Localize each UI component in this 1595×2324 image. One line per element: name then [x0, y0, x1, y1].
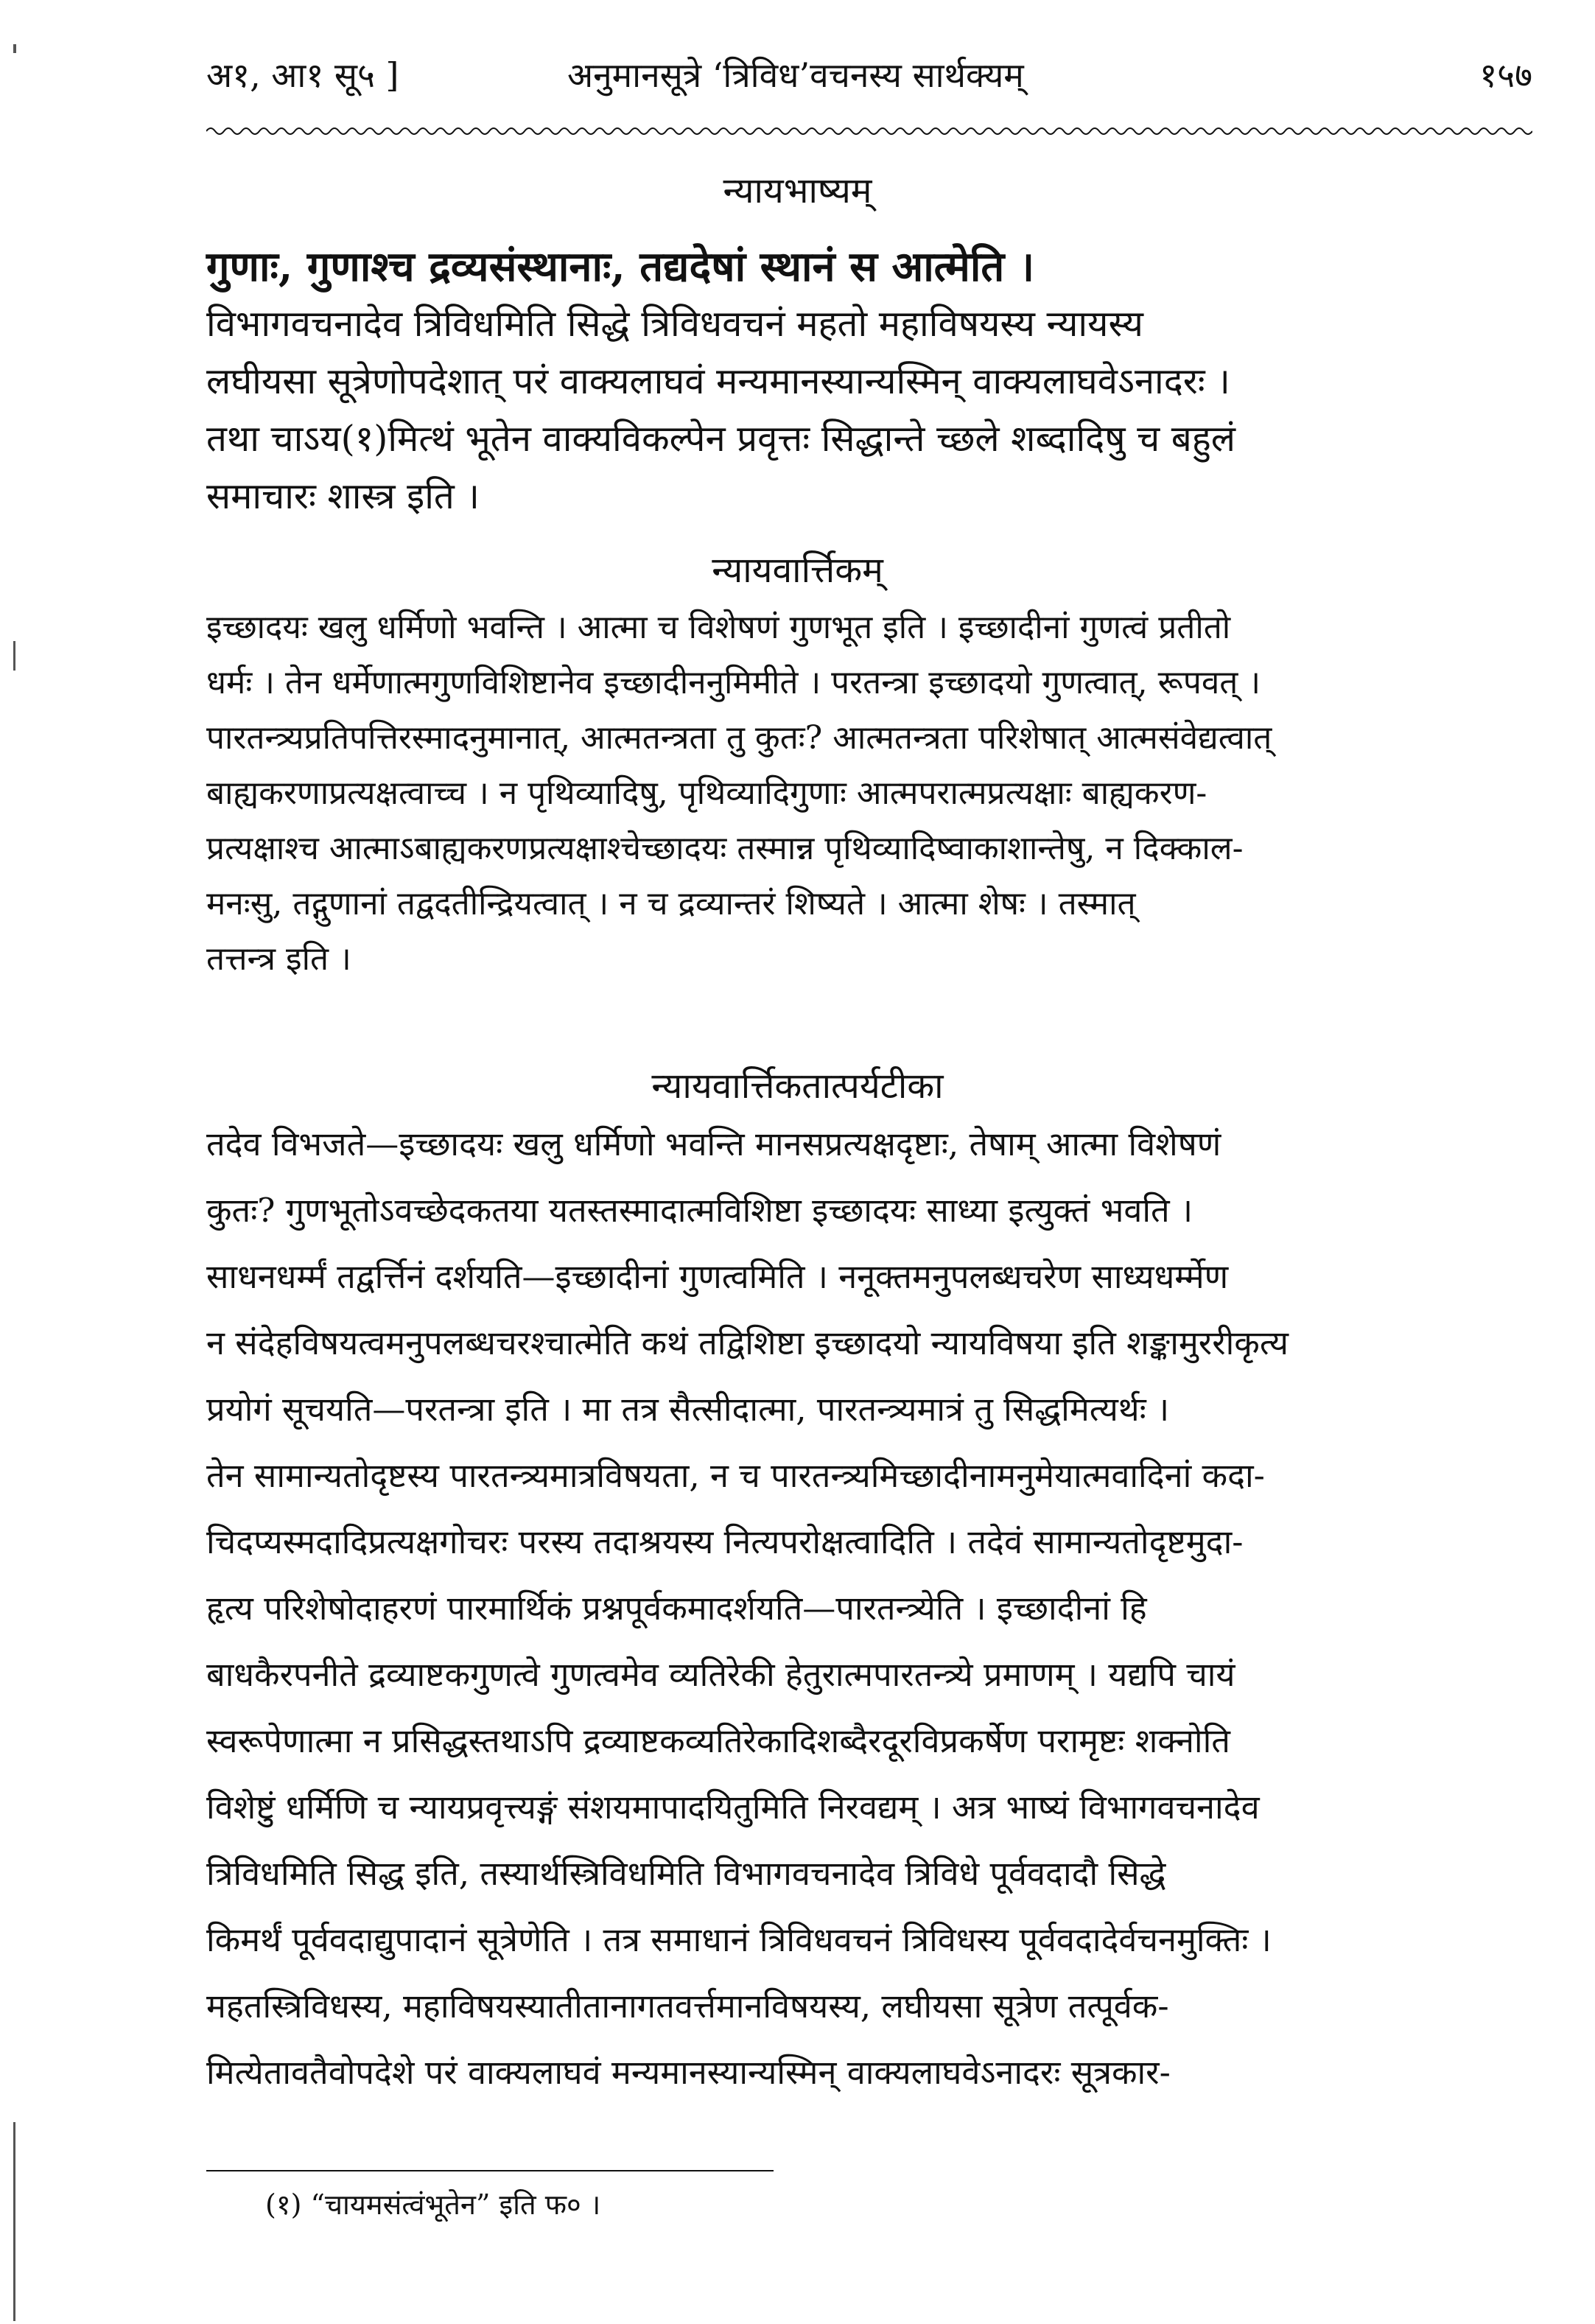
header-wavy-divider: [206, 124, 1532, 139]
section-heading-vartika: न्यायवार्त्तिकम्: [712, 550, 883, 591]
text-line: किमर्थं पूर्ववदाद्युपादानं सूत्रेणेति । तत्र समाधानं त्रिविधवचनं त्रिविधस्य पूर्ववदादेर्वचनमुक्तिः ।: [206, 1920, 1272, 1959]
text-line: मित्येतावतैवोपदेशे परं वाक्यलाघवं मन्यमानस्यान्यस्मिन् वाक्यलाघवेऽनादरः सूत्रकार-: [206, 2053, 1171, 2092]
margin-mark: [13, 641, 15, 671]
text-line: कुतः? गुणभूतोऽवच्छेदकतया यतस्तस्मादात्मविशिष्टा इच्छादयः साध्या इत्युक्तं भवति ।: [206, 1191, 1193, 1230]
margin-mark: [13, 2122, 15, 2321]
text-line: विशेष्टुं धर्मिणि च न्यायप्रवृत्त्यङ्गं संशयमापादयितुमिति निरवद्यम् । अत्र भाष्यं विभागवचनादेव: [206, 1788, 1260, 1827]
text-line: महतस्त्रिविधस्य, महाविषयस्यातीतानागतवर्त्तमानविषयस्य, लघीयसा सूत्रेण तत्पूर्वक-: [206, 1987, 1169, 2026]
running-title: अनुमानसूत्रे ‘त्रिविध’वचनस्य सार्थक्यम्: [567, 55, 1024, 95]
section-heading-tika: न्यायवार्त्तिकतात्पर्यटीका: [651, 1065, 944, 1107]
page-number: १५७: [1479, 55, 1532, 95]
text-line: तेन सामान्यतोदृष्टस्य पारतन्त्र्यमात्रविषयता, न च पारतन्त्र्यमिच्छादीनामनुमेयात्मवादिनां कदा-: [206, 1456, 1265, 1495]
bhashya-paragraph: [206, 303, 1525, 536]
chapter-reference: अ१, आ१ सू५ ]: [206, 55, 399, 95]
text-line: हृत्य परिशेषोदाहरणं पारमार्थिकं प्रश्नपूर्वकमादर्शयति—पारतन्त्र्येति । इच्छादीनां हि: [206, 1589, 1147, 1628]
text-line: धर्मः । तेन धर्मेणात्मगुणविशिष्टानेव इच्छादीननुमिमीते । परतन्त्रा इच्छादयो गुणत्वात्, रूपवत् ।: [206, 664, 1261, 701]
text-line: मनःसु, तद्गुणानां तद्वदतीन्द्रियत्वात् । न च द्रव्यान्तरं शिष्यते । आत्मा शेषः । तस्मात्: [206, 885, 1136, 923]
text-line: बाधकैरपनीते द्रव्याष्टकगुणत्वे गुणत्वमेव व्यतिरेकी हेतुरात्मपारतन्त्र्ये प्रमाणम् । यद्यपि चायं: [206, 1655, 1235, 1694]
text-line: तत्तन्त्र इति ।: [206, 940, 351, 978]
text-line: समाचारः शास्त्र इति ।: [206, 475, 480, 517]
text-line: विभागवचनादेव त्रिविधमिति सिद्धे त्रिविधवचनं महतो महाविषयस्य न्यायस्य: [206, 303, 1143, 345]
text-line: तथा चाऽय(१)मित्थं भूतेन वाक्यविकल्पेन प्रवृत्तः सिद्धान्ते च्छले शब्दादिषु च बहुलं: [206, 418, 1235, 460]
margin-mark: [13, 44, 16, 53]
text-line: इच्छादयः खलु धर्मिणो भवन्ति । आत्मा च विशेषणं गुणभूत इति । इच्छादीनां गुणत्वं प्रतीतो: [206, 609, 1231, 646]
text-line: चिदप्यस्मदादिप्रत्यक्षगोचरः परस्य तदाश्रयस्य नित्यपरोक्षत्वादिति । तदेवं सामान्यतोदृष्टमुदा-: [206, 1522, 1244, 1561]
footnote: (१) “चायमसंत्वंभूतेन” इति फ० ।: [265, 2188, 601, 2221]
text-line: बाह्यकरणाप्रत्यक्षत्वाच्च । न पृथिव्यादिषु, पृथिव्यादिगुणाः आत्मपरात्मप्रत्यक्षाः बाह्यकरण-: [206, 774, 1207, 812]
text-line: पारतन्त्र्यप्रतिपत्तिरस्मादनुमानात्, आत्मतन्त्रता तु कुतः? आत्मतन्त्रता परिशेषात् आत्मसंवेद्यत्वात्: [206, 719, 1272, 757]
text-line: स्वरूपेणात्मा न प्रसिद्धस्तथाऽपि द्रव्याष्टकव्यतिरेकादिशब्दैरदूरविप्रकर्षेण परामृष्टः शक्नोति: [206, 1721, 1230, 1760]
text-line: त्रिविधमिति सिद्ध इति, तस्यार्थस्त्रिविधमिति विभागवचनादेव त्रिविधे पूर्ववदादौ सिद्धे: [206, 1854, 1166, 1893]
text-line: साधनधर्म्मं तद्वर्त्तिनं दर्शयति—इच्छादीनां गुणत्वमिति । ननूक्तमनुपलब्धचरेण साध्यधर्म्मेण: [206, 1257, 1229, 1296]
text-line: तदेव विभजते—इच्छादयः खलु धर्मिणो भवन्ति मानसप्रत्यक्षदृष्टाः, तेषाम् आत्मा विशेषणं: [206, 1124, 1221, 1163]
text-line: प्रत्यक्षाश्च आत्माऽबाह्यकरणप्रत्यक्षाश्चेच्छादयः तस्मान्न पृथिव्यादिष्वाकाशान्तेषु, न दिक्काल-: [206, 830, 1244, 867]
tika-paragraph: [206, 1124, 1525, 2122]
section-heading-bhashya: न्यायभाष्यम्: [723, 170, 872, 211]
text-line: लघीयसा सूत्रेणोपदेशात् परं वाक्यलाघवं मन्यमानस्यान्यस्मिन् वाक्यलाघवेऽनादरः ।: [206, 360, 1230, 402]
sutra-verse: गुणाः, गुणाश्च द्रव्यसंस्थानाः, तद्यदेषां स्थानं स आत्मेति ।: [206, 242, 1035, 291]
text-line: प्रयोगं सूचयति—परतन्त्रा इति । मा तत्र सैत्सीदात्मा, पारतन्त्र्यमात्रं तु सिद्धमित्यर्थः ।: [206, 1390, 1170, 1429]
vartika-paragraph: [206, 609, 1525, 998]
running-header: [206, 44, 1532, 111]
text-line: न संदेहविषयत्वमनुपलब्धचरश्चात्मेति कथं तद्विशिष्टा इच्छादयो न्यायविषया इति शङ्कामुररीकृत्य: [206, 1323, 1289, 1362]
footnote-rule: [206, 2170, 774, 2171]
